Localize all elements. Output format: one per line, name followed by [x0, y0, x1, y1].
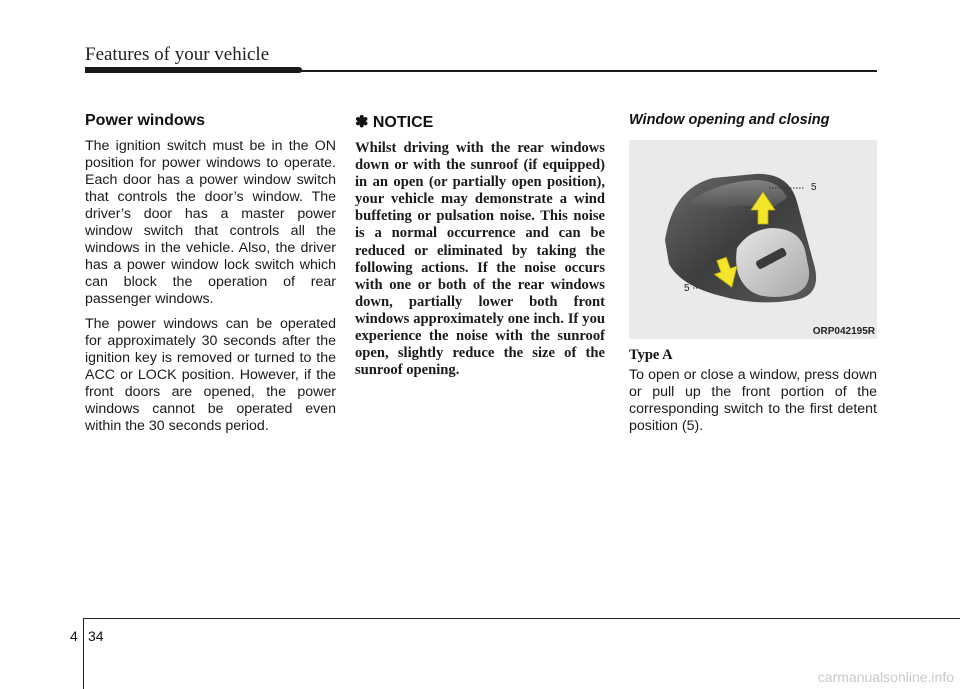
callout-label-bottom: 5 [684, 283, 690, 294]
figure-code: ORP042195R [812, 326, 875, 337]
body-paragraph: To open or close a window, press down or pull up the front portion of the corresponding switch to the first detent position (5). [629, 367, 877, 434]
subsection-heading-window-opening: Window opening and closing [629, 112, 830, 128]
body-paragraph: The ignition switch must be in the ON position for power windows to operate. Each door has a power window switch that controls the door’s window. The driver’s door has a master power window switch that controls all the windows in the vehicle. Also, the driver has a power window lock switch which can block the operation of rear passenger windows. [85, 138, 336, 307]
page-header-title: Features of your vehicle [85, 44, 270, 65]
notice-heading-label: NOTICE [372, 114, 434, 131]
window-switch-figure [629, 140, 877, 339]
section-heading-power-windows: Power windows [85, 112, 206, 129]
left-column [85, 112, 336, 443]
notice-star-icon: ✽ [355, 114, 369, 131]
callout-label-top: 5 [811, 182, 817, 193]
chapter-number: 4 [70, 628, 78, 644]
body-paragraph: The power windows can be operated for approximately 30 seconds after the ignition key is removed or turned to the ACC or LOCK position. However, if the front doors are opened, the power windows cannot be operated even within the 30 seconds period. [85, 316, 336, 434]
notice-heading [355, 112, 605, 132]
page-number: 34 [88, 628, 104, 644]
right-column [629, 112, 877, 443]
footer-rule [83, 618, 960, 619]
notice-column [355, 112, 605, 379]
notice-text: Whilst driving with the rear windows down or with the sunroof (if equipped) in an open (or partially open position), your vehicle may demonstrate a wind buffeting or pulsation noise. This noise is a normal occurrence and can be reduced or eliminated by taking the following actions. If the noise occurs with one or both of the rear windows down, partially lower both front windows approximately one inch. If you experience the noise with the sunroof open, slightly reduce the size of the sunroof opening. [355, 140, 605, 379]
watermark-text: carmanualsonline.info [817, 669, 954, 685]
header-bar-thick [85, 67, 302, 73]
header-bar-thin [300, 70, 877, 72]
footer-divider [83, 618, 84, 689]
type-label: Type A [629, 347, 673, 363]
window-switch-illustration [629, 140, 877, 339]
